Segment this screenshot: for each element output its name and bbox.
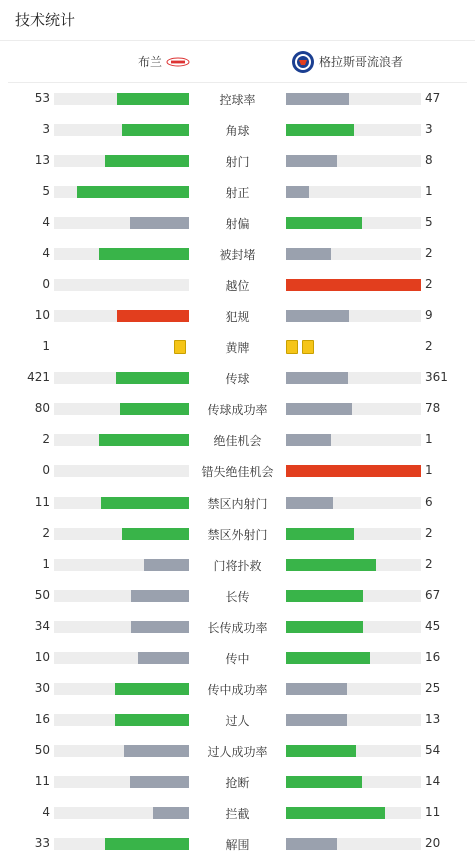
- stat-label: 错失绝佳机会: [201, 465, 274, 480]
- away-stat-value: 1: [425, 184, 433, 199]
- yellow-card-icon: [302, 340, 314, 354]
- home-stat-bar-fill: [120, 403, 189, 415]
- home-stat-bar: [54, 776, 189, 788]
- home-stat-bar: [54, 403, 189, 415]
- away-stat-bar-fill: [286, 683, 347, 695]
- stat-label: 传球成功率: [207, 403, 268, 418]
- away-stat-value: 2: [425, 525, 433, 540]
- home-stat-value: 50: [34, 742, 50, 757]
- home-team-name: 布兰: [138, 55, 163, 69]
- home-stat-bar: [54, 528, 189, 540]
- stat-label: 长传成功率: [207, 620, 268, 635]
- home-stat-bar: [54, 372, 189, 384]
- home-stat-bar: [54, 248, 189, 260]
- stat-label: 越位: [225, 279, 250, 294]
- away-stat-bar-fill: [286, 403, 352, 415]
- home-stat-value: 4: [42, 215, 50, 230]
- away-stat-value: 45: [425, 618, 441, 633]
- home-stat-bar: [54, 559, 189, 571]
- home-stat-bar-fill: [122, 124, 190, 136]
- stat-row: [0, 176, 475, 207]
- home-stat-value: 0: [42, 277, 50, 292]
- away-stat-value: 1: [425, 432, 433, 447]
- away-stat-value: 47: [425, 91, 441, 105]
- home-stat-value: 1: [42, 339, 50, 354]
- home-stat-value: 50: [34, 587, 50, 602]
- away-stat-bar: [286, 838, 421, 850]
- stat-row: [0, 207, 475, 238]
- away-stat-value: 5: [425, 215, 433, 230]
- away-stat-bar: [286, 248, 421, 260]
- away-stat-value: 3: [425, 122, 433, 137]
- away-stat-bar-fill: [286, 807, 385, 819]
- stat-label: 射正: [225, 186, 250, 201]
- stat-label: 禁区外射门: [207, 527, 268, 542]
- away-stat-bar: [286, 776, 421, 788]
- away-stat-bar: [286, 186, 421, 198]
- stat-row: [0, 642, 475, 673]
- stat-label: 过人: [225, 713, 250, 728]
- yellow-card-icon: [174, 340, 186, 354]
- home-stat-bar-fill: [131, 621, 189, 633]
- home-team-logo-icon: [166, 57, 190, 67]
- away-stat-bar-fill: [286, 155, 337, 167]
- home-stat-value: 4: [42, 246, 50, 261]
- away-stat-bar-fill: [286, 186, 309, 198]
- section-title: 技术统计: [15, 11, 76, 29]
- home-team[interactable]: [138, 41, 190, 82]
- home-stat-bar: [54, 155, 189, 167]
- home-stat-bar-fill: [130, 776, 189, 788]
- stat-label: 控球率: [219, 93, 256, 107]
- away-stat-bar: [286, 745, 421, 757]
- away-stat-bar: [286, 155, 421, 167]
- home-stat-value: 16: [34, 711, 50, 726]
- stat-row: [0, 362, 475, 393]
- home-stat-bar: [54, 465, 189, 477]
- stat-row: [0, 114, 475, 145]
- away-stat-bar-fill: [286, 217, 362, 229]
- stat-row: [0, 549, 475, 580]
- home-stat-bar: [54, 186, 189, 198]
- home-stat-value: 4: [42, 804, 50, 819]
- home-stat-value: 5: [42, 184, 50, 199]
- away-stat-bar: [286, 683, 421, 695]
- stat-row: [0, 393, 475, 424]
- away-stat-value: 20: [425, 835, 441, 850]
- home-stat-value: 30: [34, 680, 50, 695]
- home-yellow-cards: [174, 340, 186, 354]
- away-stat-bar-fill: [286, 776, 362, 788]
- home-stat-value: 10: [34, 308, 50, 323]
- stat-row: [0, 455, 475, 486]
- away-stat-bar-fill: [286, 497, 333, 509]
- away-stat-bar: [286, 217, 421, 229]
- away-stat-bar: [286, 310, 421, 322]
- away-stat-bar: [286, 652, 421, 664]
- away-stat-bar-fill: [286, 559, 376, 571]
- away-stat-bar-fill: [286, 310, 349, 322]
- away-team-name: 格拉斯哥流浪者: [319, 55, 404, 69]
- away-stat-bar: [286, 403, 421, 415]
- section-header: [0, 0, 475, 41]
- yellow-card-icon: [286, 340, 298, 354]
- away-stat-bar: [286, 590, 421, 602]
- away-stat-bar: [286, 714, 421, 726]
- away-stat-bar-fill: [286, 838, 337, 850]
- home-stat-bar: [54, 621, 189, 633]
- stat-row: [0, 673, 475, 704]
- home-stat-bar-fill: [124, 745, 189, 757]
- away-stat-value: 54: [425, 742, 441, 757]
- away-stat-value: 9: [425, 308, 433, 323]
- stat-row: [0, 269, 475, 300]
- stat-label: 抢断: [225, 775, 250, 790]
- home-stat-bar-fill: [138, 652, 189, 664]
- away-stat-bar: [286, 279, 421, 291]
- home-stat-bar: [54, 745, 189, 757]
- home-stat-bar-fill: [101, 497, 189, 509]
- away-stat-bar-fill: [286, 124, 354, 136]
- home-stat-bar-fill: [130, 217, 189, 229]
- away-stat-bar-fill: [286, 621, 363, 633]
- away-stat-bar: [286, 621, 421, 633]
- away-stat-value: 78: [425, 401, 441, 416]
- away-stat-value: 2: [425, 556, 433, 571]
- home-stat-bar: [54, 714, 189, 726]
- home-stat-bar-fill: [122, 528, 190, 540]
- away-stat-value: 2: [425, 277, 433, 292]
- stat-row: [0, 704, 475, 735]
- away-stat-bar-fill: [286, 745, 356, 757]
- home-stat-value: 0: [42, 463, 50, 478]
- home-stat-value: 11: [34, 773, 50, 788]
- away-stat-value: 11: [425, 804, 441, 819]
- home-stat-bar-fill: [99, 248, 189, 260]
- stat-label: 门将扑救: [213, 558, 262, 573]
- home-stat-bar-fill: [131, 590, 189, 602]
- stat-label: 解围: [225, 837, 250, 852]
- away-stat-bar: [286, 465, 421, 477]
- home-stat-bar: [54, 124, 189, 136]
- stat-row: [0, 735, 475, 766]
- away-stat-bar: [286, 528, 421, 540]
- home-stat-value: 2: [42, 525, 50, 540]
- home-stat-value: 2: [42, 432, 50, 447]
- home-stat-bar: [54, 279, 189, 291]
- home-stat-value: 421: [27, 370, 50, 385]
- stat-row: [0, 487, 475, 518]
- away-stat-bar-fill: [286, 714, 347, 726]
- away-stat-value: 13: [425, 711, 441, 726]
- away-stat-value: 6: [425, 494, 433, 509]
- away-stat-value: 67: [425, 587, 441, 602]
- home-stat-bar: [54, 310, 189, 322]
- stat-label: 传中成功率: [207, 682, 268, 697]
- home-stat-value: 80: [34, 401, 50, 416]
- stat-label: 射偏: [225, 217, 250, 232]
- home-stat-bar: [54, 652, 189, 664]
- stat-row: [0, 424, 475, 455]
- stat-label: 拦截: [225, 806, 250, 821]
- home-stat-bar-fill: [105, 155, 189, 167]
- away-stat-value: 16: [425, 649, 441, 664]
- away-stat-bar: [286, 434, 421, 446]
- stat-row: [0, 300, 475, 331]
- home-stat-bar-fill: [115, 714, 189, 726]
- stat-label: 过人成功率: [207, 744, 268, 759]
- home-stat-bar: [54, 497, 189, 509]
- away-stat-bar: [286, 497, 421, 509]
- away-stat-value: 14: [425, 773, 441, 788]
- away-stat-bar: [286, 807, 421, 819]
- away-stat-bar-fill: [286, 434, 331, 446]
- home-stat-bar: [54, 838, 189, 850]
- away-stat-value: 25: [425, 680, 441, 695]
- away-stat-bar-fill: [286, 279, 421, 291]
- away-stat-bar-fill: [286, 93, 349, 105]
- stat-label: 被封堵: [219, 248, 256, 263]
- home-stat-value: 33: [34, 835, 50, 850]
- away-stat-bar: [286, 372, 421, 384]
- away-stat-bar-fill: [286, 372, 348, 384]
- away-stat-bar: [286, 124, 421, 136]
- home-stat-bar-fill: [77, 186, 189, 198]
- home-stat-bar-fill: [117, 93, 189, 105]
- home-stat-bar-fill: [115, 683, 189, 695]
- home-stat-bar: [54, 807, 189, 819]
- home-stat-bar: [54, 217, 189, 229]
- stat-row: [0, 83, 475, 114]
- home-stat-bar-fill: [99, 434, 189, 446]
- home-stat-bar-fill: [144, 559, 189, 571]
- home-stat-bar: [54, 434, 189, 446]
- away-stat-bar: [286, 93, 421, 105]
- teams-header: [8, 41, 467, 83]
- away-stat-value: 2: [425, 246, 433, 261]
- away-stat-bar-fill: [286, 528, 354, 540]
- stat-row: [0, 238, 475, 269]
- home-stat-value: 53: [34, 91, 50, 105]
- away-stat-bar-fill: [286, 590, 363, 602]
- away-stat-bar-fill: [286, 465, 421, 477]
- stat-label: 禁区内射门: [207, 496, 268, 511]
- stat-row: [0, 580, 475, 611]
- stat-row: [0, 518, 475, 549]
- stat-label: 犯规: [225, 310, 250, 325]
- stat-row: [0, 145, 475, 176]
- stat-row: [0, 611, 475, 642]
- stat-label: 射门: [225, 155, 250, 170]
- away-team-logo-icon: [291, 50, 315, 74]
- away-yellow-cards: [286, 340, 314, 354]
- home-stat-value: 11: [34, 494, 50, 509]
- home-stat-value: 3: [42, 122, 50, 137]
- away-stat-value: 361: [425, 370, 448, 385]
- home-stat-value: 1: [42, 556, 50, 571]
- home-stat-bar-fill: [116, 372, 189, 384]
- away-stat-bar-fill: [286, 652, 370, 664]
- stat-row: [0, 766, 475, 797]
- stat-label: 长传: [225, 589, 250, 604]
- away-stat-bar: [286, 559, 421, 571]
- stat-row: [0, 331, 475, 362]
- stat-row: [0, 797, 475, 828]
- home-stat-value: 10: [34, 649, 50, 664]
- stat-label: 绝佳机会: [213, 434, 262, 449]
- away-stat-value: 2: [425, 339, 433, 354]
- home-stat-bar: [54, 93, 189, 105]
- stat-label: 黄牌: [225, 341, 250, 356]
- stat-label: 角球: [225, 124, 250, 139]
- away-stat-value: 8: [425, 153, 433, 168]
- away-team[interactable]: [291, 41, 403, 82]
- stat-row: [0, 828, 475, 859]
- home-stat-value: 34: [34, 618, 50, 633]
- away-stat-value: 1: [425, 463, 433, 478]
- home-stat-value: 13: [34, 153, 50, 168]
- home-stat-bar: [54, 683, 189, 695]
- home-stat-bar-fill: [153, 807, 189, 819]
- home-stat-bar-fill: [117, 310, 189, 322]
- stat-label: 传中: [225, 651, 250, 666]
- away-stat-bar-fill: [286, 248, 331, 260]
- home-stat-bar-fill: [105, 838, 189, 850]
- stat-label: 传球: [225, 372, 250, 387]
- home-stat-bar: [54, 590, 189, 602]
